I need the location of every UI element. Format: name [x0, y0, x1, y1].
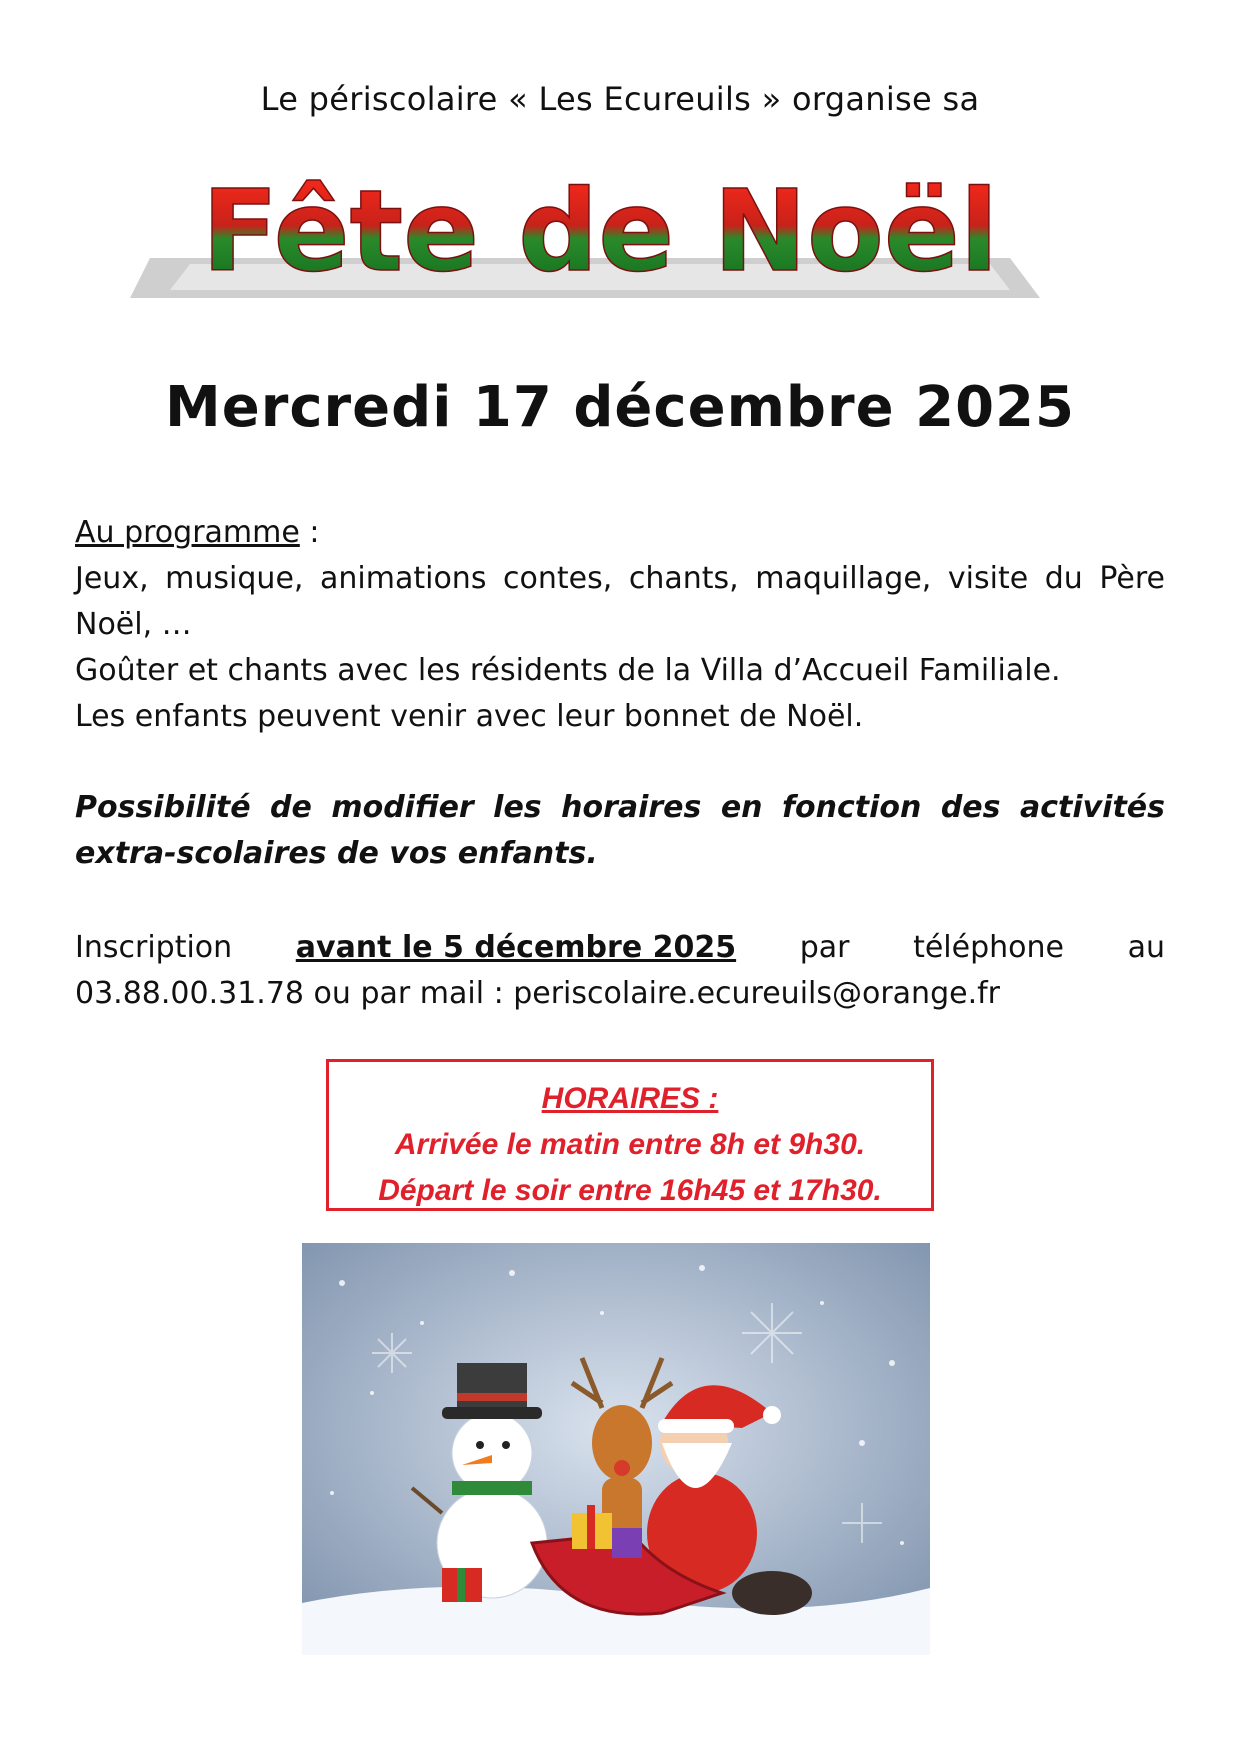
inscription-deadline: avant le 5 décembre 2025 [295, 930, 737, 965]
inscription-word: par [799, 930, 850, 965]
hours-arrival: Arrivée le matin entre 8h et 9h30. [394, 1128, 866, 1161]
title-banner [130, 170, 1070, 330]
page-title: Fête de Noël [201, 170, 999, 297]
programme-line-3: Les enfants peuvent venir avec leur bonnet de Noël. [75, 699, 864, 734]
hours-box [326, 1059, 934, 1211]
christmas-illustration [302, 1243, 930, 1655]
event-date: Mercredi 17 décembre 2025 [165, 375, 1075, 440]
programme-line-2: Goûter et chants avec les résidents de la Villa d’Accueil Familiale. [75, 653, 1061, 688]
schedule-note: Possibilité de modifier les horaires en fonction des activités extra-scolaires de vos enfants. [75, 790, 1165, 871]
inscription-word: Inscription [75, 930, 233, 965]
programme-heading-suffix: : [299, 515, 320, 550]
programme-heading: Au programme [75, 515, 300, 550]
inscription-section [75, 925, 1165, 1017]
intro-text: Le périscolaire « Les Ecureuils » organise sa [260, 80, 980, 118]
inscription-contact: 03.88.00.31.78 ou par mail : periscolaire.ecureuils@orange.fr [75, 976, 1001, 1011]
inscription-word: téléphone [913, 930, 1064, 965]
inscription-word: au [1127, 930, 1165, 965]
programme-section [75, 510, 1165, 740]
hours-title: HORAIRES : [541, 1082, 719, 1115]
programme-line-1: Jeux, musique, animations contes, chants, maquillage, visite du Père Noël, … [75, 561, 1165, 642]
hours-departure: Départ le soir entre 16h45 et 17h30. [378, 1174, 882, 1207]
